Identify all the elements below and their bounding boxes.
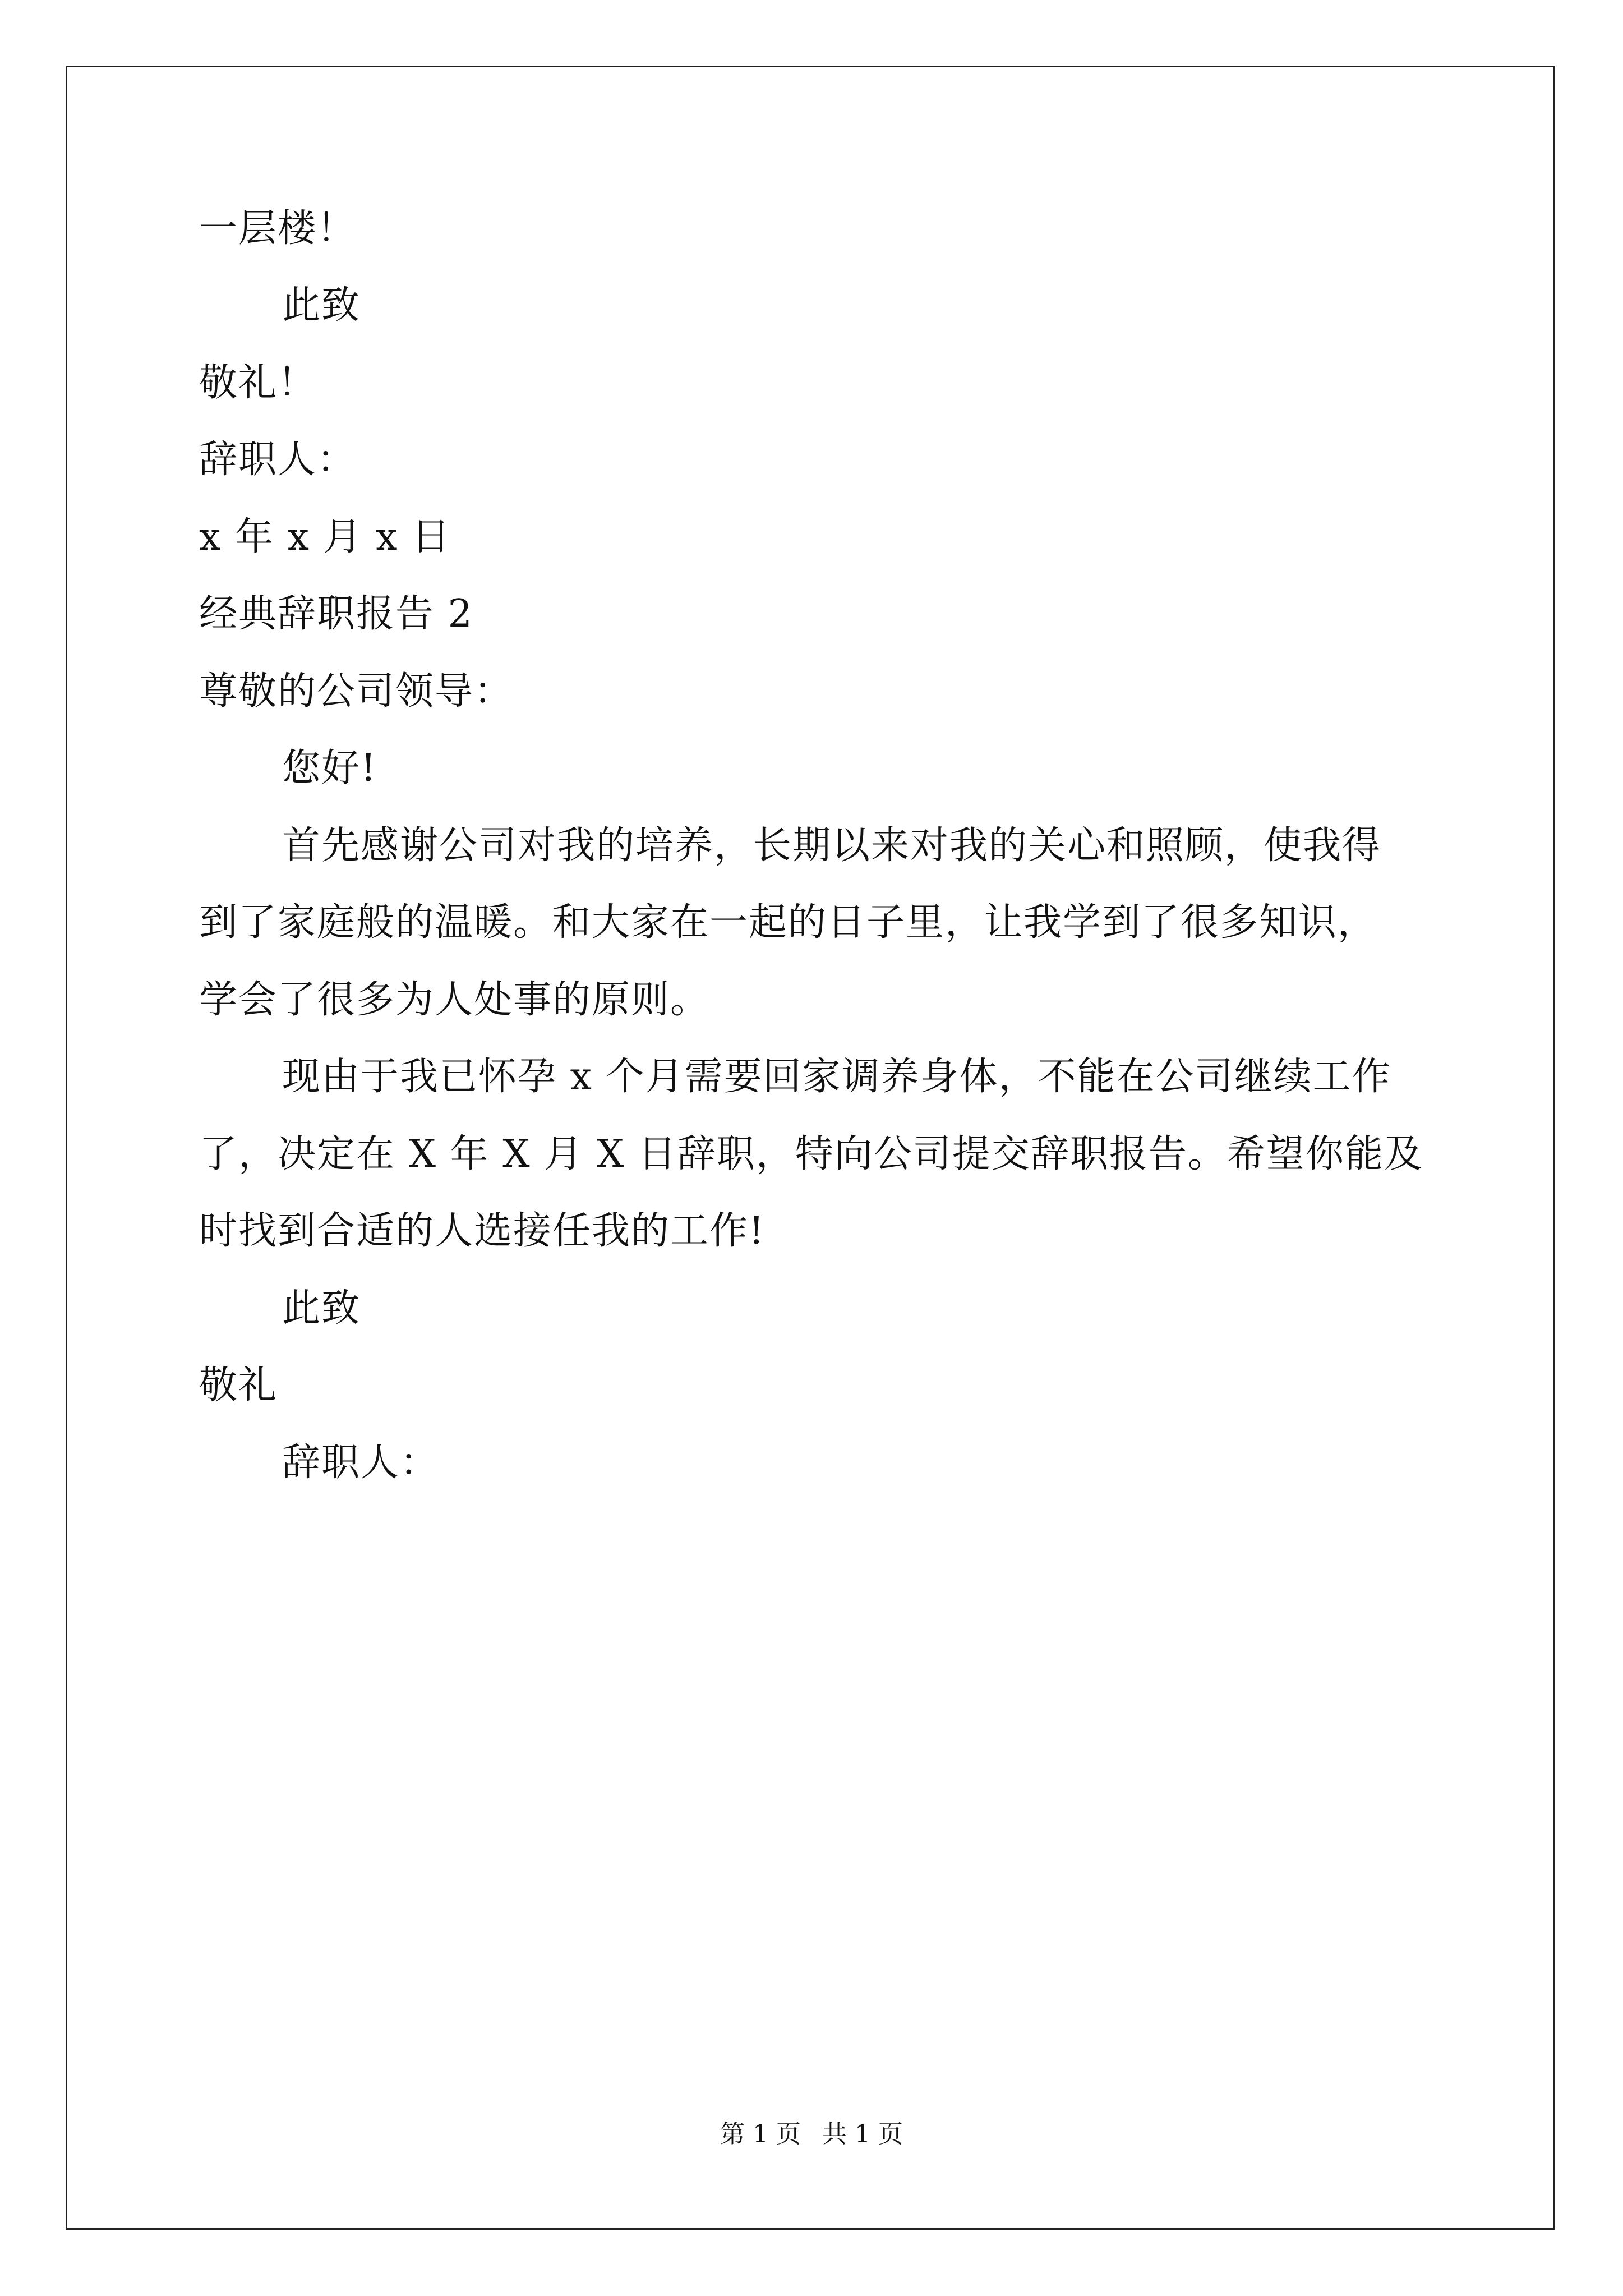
page-footer (0, 2118, 1623, 2151)
closing-salutation: 此致 (282, 1286, 361, 1331)
closing-salutation: 此致 (282, 283, 361, 328)
text-line: 一层楼！ (199, 206, 357, 251)
paragraph-line: 了，决定在 X 年 X 月 X 日辞职，特向公司提交辞职报告。希望你能及 (199, 1132, 1423, 1176)
date-line: x 年 x 月 x 日 (199, 515, 451, 559)
paragraph-line: 学会了很多为人处事的原则。 (199, 978, 710, 1022)
greeting-recipient: 尊敬的公司领导： (199, 669, 514, 714)
closing-respect: 敬礼！ (199, 361, 317, 405)
paragraph-line: 现由于我已怀孕 x 个月需要回家调养身体，不能在公司继续工作 (282, 1055, 1391, 1099)
paragraph-line: 首先感谢公司对我的培养，长期以来对我的关心和照顾，使我得 (282, 823, 1382, 868)
paragraph-line: 到了家庭般的温暖。和大家在一起的日子里，让我学到了很多知识， (199, 900, 1377, 945)
greeting-hello: 您好! (282, 746, 377, 790)
page-number: 第 1 页 (720, 2120, 801, 2148)
resigner-label: 辞职人： (199, 438, 357, 482)
paragraph-line: 时找到合适的人选接任我的工作! (199, 1209, 766, 1253)
resigner-label: 辞职人： (282, 1441, 440, 1485)
page-count: 共 1 页 (822, 2120, 903, 2148)
closing-respect: 敬礼 (199, 1363, 278, 1407)
section-title: 经典辞职报告 2 (199, 592, 473, 636)
